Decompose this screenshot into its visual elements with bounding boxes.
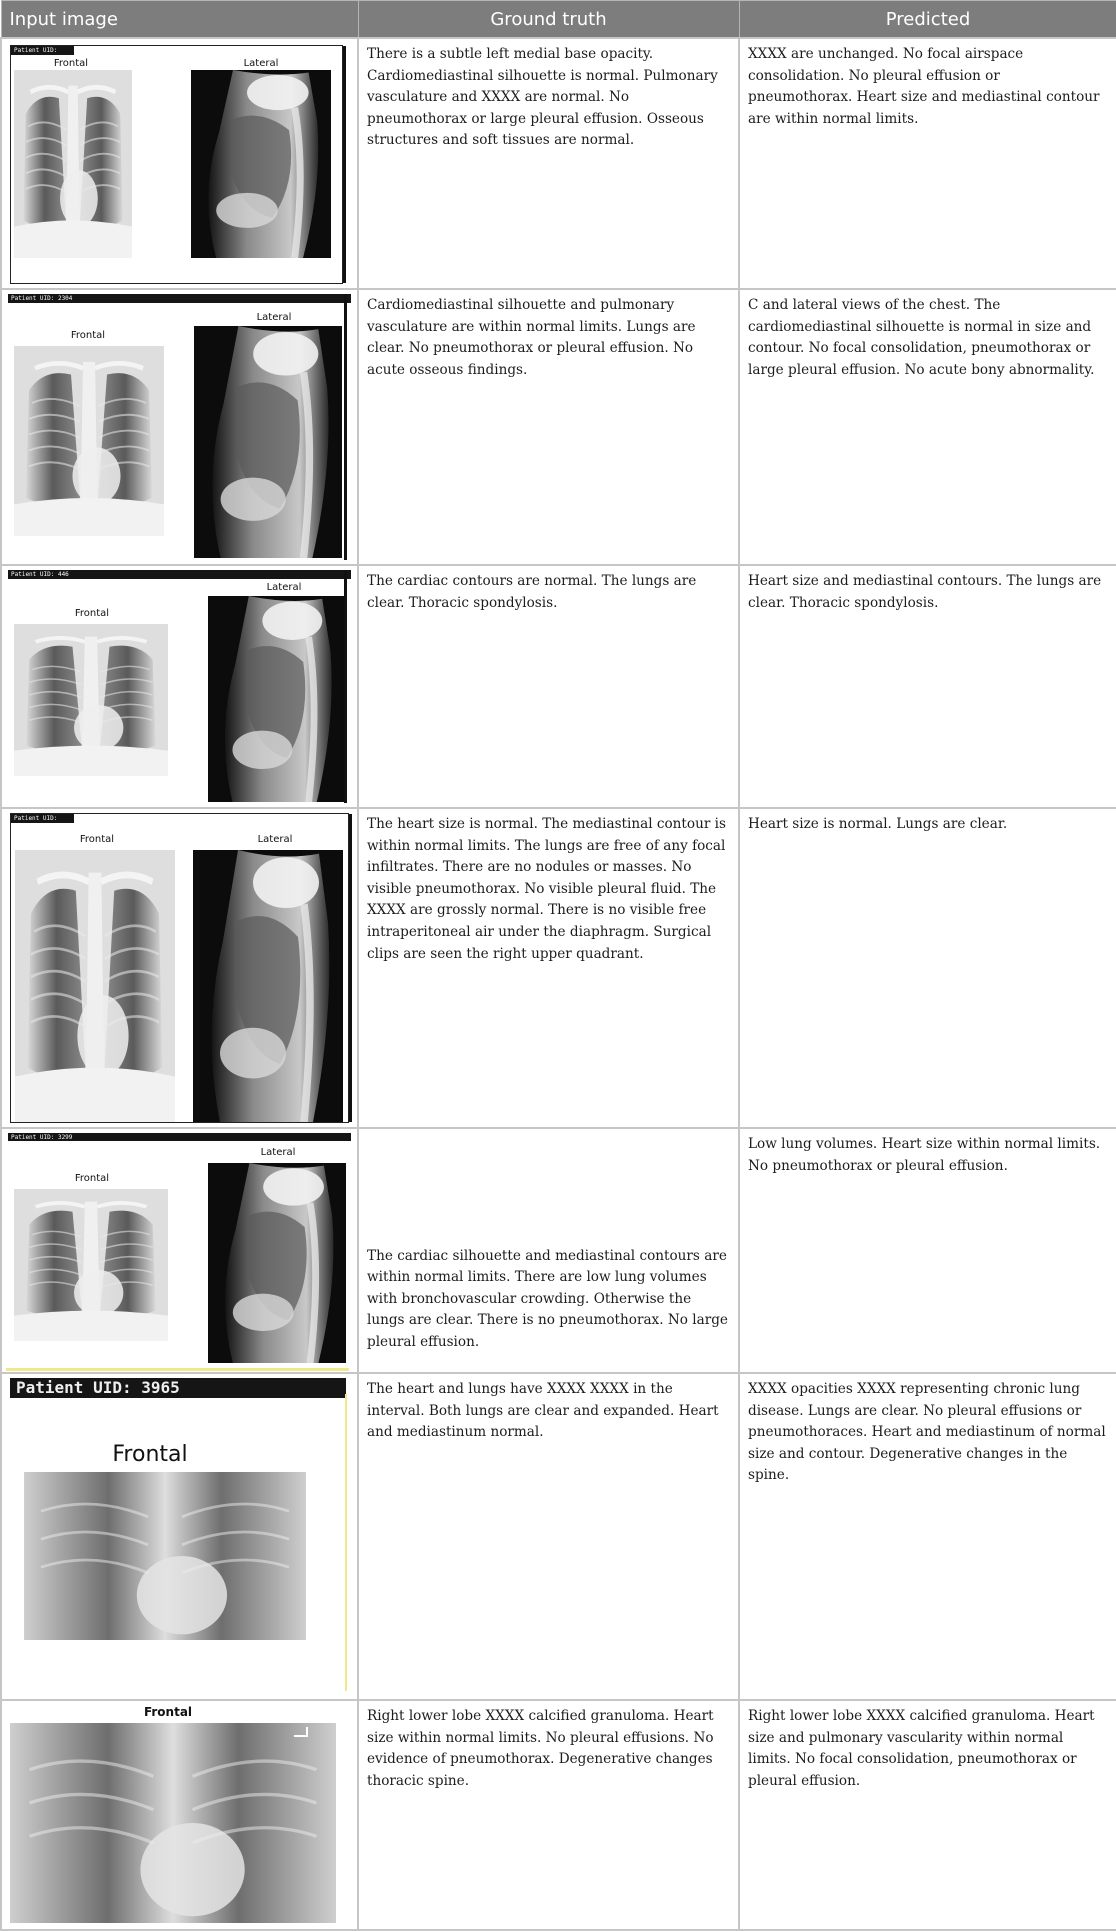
ground-truth-cell: There is a subtle left medial base opacity. Cardiomediastinal silhouette is normal. Pulmonary vasculature and XXXX are normal. No pneumothorax or large pleural effusion. Osseous structures and soft tissues are normal. <box>358 38 739 289</box>
patient-uid-label: Patient UID: 2304 <box>8 294 351 303</box>
frontal-xray-image <box>14 1189 168 1341</box>
frontal-label: Frontal <box>79 834 115 845</box>
xray-panel <box>8 294 349 560</box>
xray-panel <box>10 1378 345 1695</box>
frontal-label: Frontal <box>112 1442 188 1467</box>
frontal-label: Frontal <box>74 1173 110 1184</box>
lateral-label: Lateral <box>260 1147 296 1158</box>
predicted-cell: Right lower lobe XXXX calcified granuloma. Heart size and pulmonary vascularity within normal limits. No focal consolidation, pneumothorax or pleural effusion. <box>739 1700 1116 1930</box>
header-ground-truth: Ground truth <box>358 1 739 39</box>
ground-truth-cell <box>358 1128 739 1373</box>
lateral-label: Lateral <box>243 58 279 69</box>
predicted-cell: Low lung volumes. Heart size within normal limits. No pneumothorax or pleural effusion. <box>739 1128 1116 1373</box>
input-image-cell <box>1 808 358 1128</box>
xray-panel <box>10 45 343 284</box>
lateral-xray-image <box>208 596 344 802</box>
header-input-image: Input image <box>1 1 358 39</box>
header-predicted: Predicted <box>739 1 1116 39</box>
frontal-xray-image <box>14 70 132 258</box>
patient-uid-label: Patient UID: 446 <box>8 570 351 579</box>
ground-truth-cell: Right lower lobe XXXX calcified granuloma. Heart size within normal limits. No pleural effusions. No evidence of pneumothorax. Degenerative changes thoracic spine. <box>358 1700 739 1930</box>
xray-panel <box>8 570 349 803</box>
input-image-cell <box>1 289 358 565</box>
table-row <box>1 565 1116 808</box>
input-image-cell <box>1 1373 358 1700</box>
frontal-xray-image <box>14 346 164 536</box>
input-image-cell <box>1 38 358 289</box>
lateral-label: Lateral <box>257 834 293 845</box>
frontal-xray-image <box>14 624 168 776</box>
frontal-label: Frontal <box>74 608 110 619</box>
lateral-label: Lateral <box>266 582 302 593</box>
predicted-cell: Heart size is normal. Lungs are clear. <box>739 808 1116 1128</box>
patient-uid-label: Patient UID: 2229 <box>11 814 74 823</box>
patient-uid-label: Patient UID: 2789 <box>11 46 74 55</box>
frontal-xray-image <box>15 850 175 1122</box>
table-row <box>1 1373 1116 1700</box>
ground-truth-text: The cardiac silhouette and mediastinal contours are within normal limits. There are low lung volumes with bronchovascular crowding. Otherwise the lungs are clear. There is no pneumothorax. No large pleural effusion. <box>367 1247 728 1350</box>
lateral-label: Lateral <box>256 312 292 323</box>
frontal-label: Frontal <box>53 58 89 69</box>
frontal-xray-image <box>10 1723 336 1923</box>
image-underline <box>6 1368 349 1371</box>
predicted-cell: Heart size and mediastinal contours. The lungs are clear. Thoracic spondylosis. <box>739 565 1116 808</box>
lateral-xray-image <box>193 850 343 1122</box>
ground-truth-cell: The heart and lungs have XXXX XXXX in the interval. Both lungs are clear and expanded. Heart and mediastinum normal. <box>358 1373 739 1700</box>
patient-uid-label: Patient UID: 3299 <box>8 1133 351 1141</box>
patient-uid-label: Patient UID: 3965 <box>10 1378 346 1398</box>
predicted-cell: XXXX are unchanged. No focal airspace consolidation. No pleural effusion or pneumothorax. Heart size and mediastinal contour are within normal limits. <box>739 38 1116 289</box>
image-right-edge <box>345 1394 347 1691</box>
table-row <box>1 38 1116 289</box>
xray-panel <box>10 813 349 1123</box>
xray-panel <box>8 1133 349 1368</box>
frontal-label: Frontal <box>70 330 106 341</box>
input-image-cell <box>1 1128 358 1373</box>
lateral-xray-image <box>208 1163 346 1363</box>
ground-truth-cell: The cardiac contours are normal. The lungs are clear. Thoracic spondylosis. <box>358 565 739 808</box>
ground-truth-cell: The heart size is normal. The mediastinal contour is within normal limits. The lungs are free of any focal infiltrates. There are no nodules or masses. No visible pneumothorax. No visible pleural fluid. The XXXX are grossly normal. There is no visible free intraperitoneal air under the diaphragm. Surgical clips are seen the right upper quadrant. <box>358 808 739 1128</box>
ground-truth-cell: Cardiomediastinal silhouette and pulmonary vasculature are within normal limits. Lungs are clear. No pneumothorax or pleural effusion. No acute osseous findings. <box>358 289 739 565</box>
table-row <box>1 808 1116 1128</box>
marker-icon <box>294 1727 308 1737</box>
table-row <box>1 289 1116 565</box>
frontal-label: Frontal <box>143 1705 193 1719</box>
lateral-xray-image <box>194 326 342 558</box>
lateral-xray-image <box>191 70 331 258</box>
input-image-cell <box>1 565 358 808</box>
table-row <box>1 1128 1116 1373</box>
frontal-xray-image <box>24 1472 306 1640</box>
predicted-cell: C and lateral views of the chest. The cardiomediastinal silhouette is normal in size and contour. No focal consolidation, pneumothorax or large pleural effusion. No acute bony abnormality. <box>739 289 1116 565</box>
input-image-cell <box>1 1700 358 1930</box>
table-row <box>1 1700 1116 1930</box>
table-header-row <box>1 1 1116 39</box>
predicted-cell: XXXX opacities XXXX representing chronic lung disease. Lungs are clear. No pleural effusions or pneumothoraces. Heart and mediastinum of normal size and contour. Degenerative changes in the spine. <box>739 1373 1116 1700</box>
xray-panel <box>8 1703 335 1925</box>
